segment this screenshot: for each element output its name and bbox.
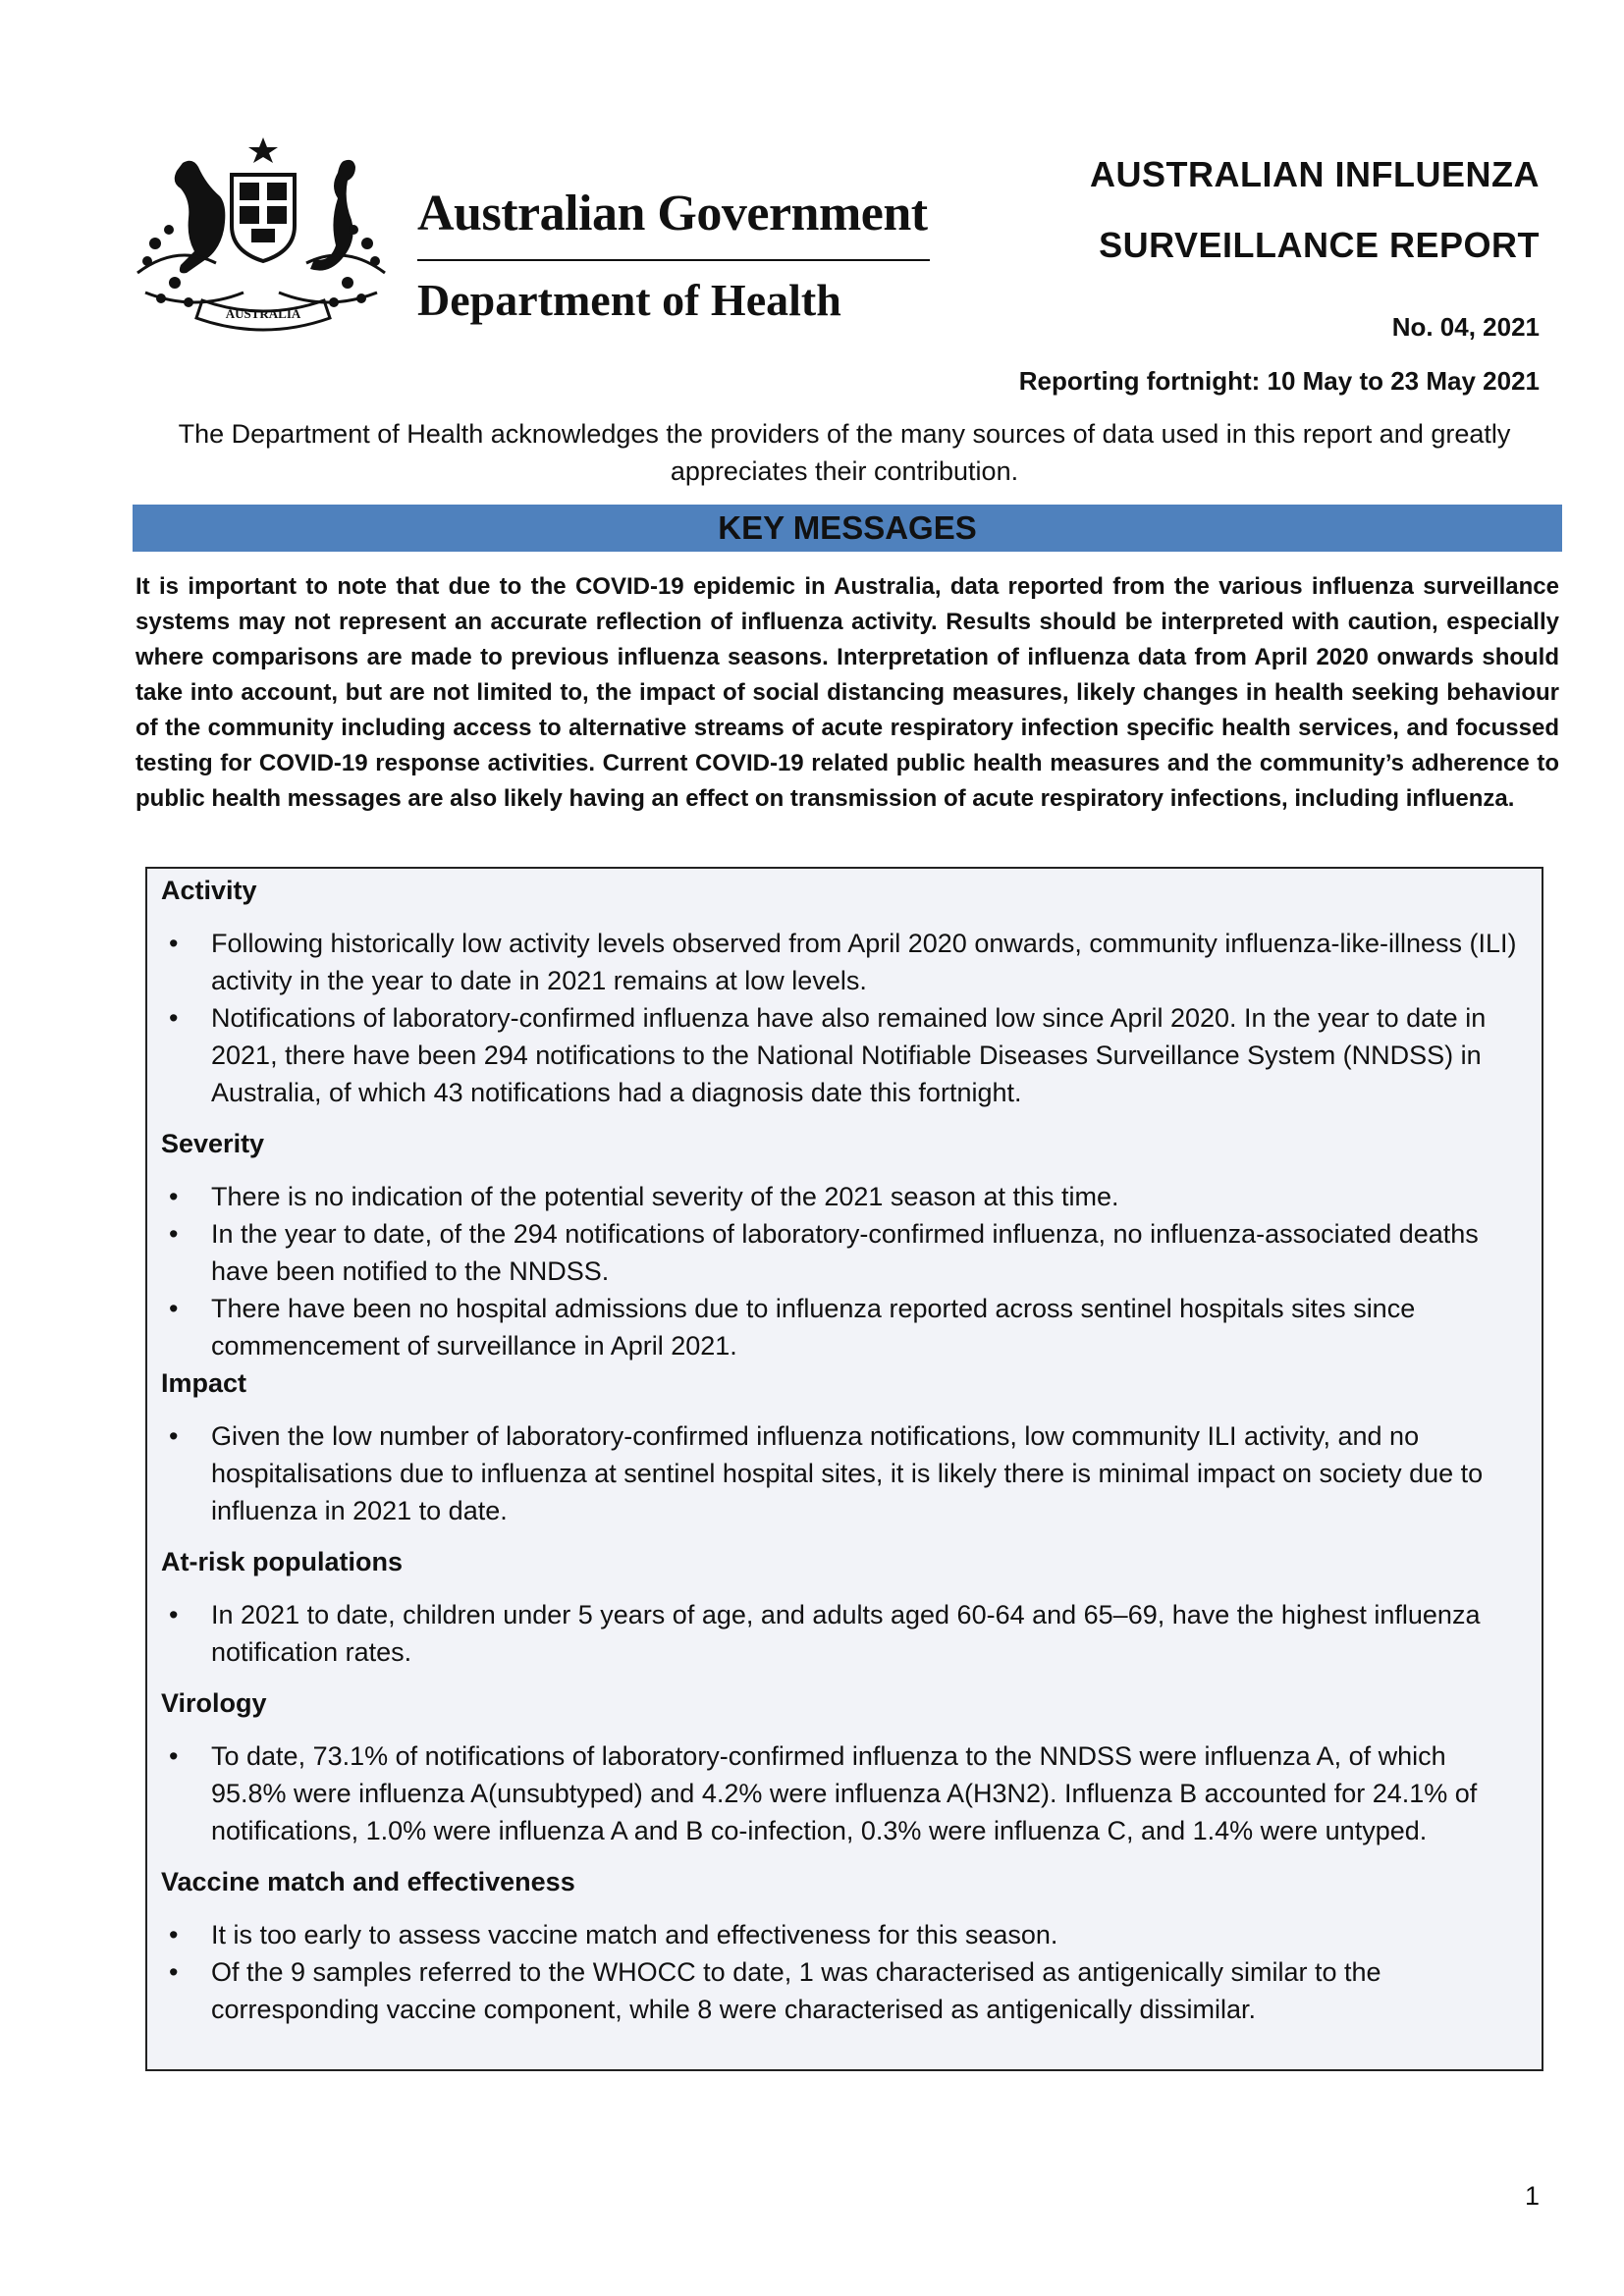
agency-name (417, 187, 938, 326)
key-messages-banner: KEY MESSAGES (133, 505, 1562, 552)
section-heading-impact: Impact (161, 1368, 247, 1398)
bullet-icon: • (169, 1294, 179, 1323)
list-item: • In the year to date, of the 294 notifications of laboratory-confirmed influenza, no influenza-associated deaths have been notified to the NNDSS. (161, 1215, 1518, 1290)
list-item: • Notifications of laboratory-confirmed influenza have also remained low since April 2020. In the year to date in 2021, there have been 294 notifications to the National Notifiable Diseases Surveillance System (NNDSS) in Australia, of which 43 notifications had a diagnosis date this fortnight. (161, 999, 1518, 1111)
report-title-line1: AUSTRALIAN INFLUENZA (1090, 154, 1540, 194)
bullet-icon: • (169, 1741, 179, 1771)
vaccine-list (161, 1916, 1518, 2028)
section-heading-virology: Virology (161, 1688, 267, 1718)
agency-line-department: Department of Health (417, 275, 841, 325)
acknowledgement-text: The Department of Health acknowledges the providers of the many sources of data used in this report and greatly appreciates their contribution. (178, 419, 1511, 486)
virology-list (161, 1737, 1518, 1849)
report-title-line2: SURVEILLANCE REPORT (1099, 225, 1540, 265)
bullet-icon: • (169, 1003, 179, 1033)
bullet-icon: • (169, 1957, 179, 1987)
severity-list (161, 1178, 1518, 1364)
bullet-icon: • (169, 1219, 179, 1249)
list-item: • Given the low number of laboratory-confirmed influenza notifications, low community ILI activity, and no hospitalisations due to influenza at sentinel hospital sites, it is likely there is minimal impact on society due to influenza in 2021 to date. (161, 1417, 1518, 1529)
bullet-icon: • (169, 1920, 179, 1949)
important-note: It is important to note that due to the COVID-19 epidemic in Australia, data reported from the various influenza surveillance systems may not represent an accurate reflection of influenza activity. Results should be interpreted with caution, especially where comparisons are made to previous influenza seasons. Interpretation of influenza data from April 2020 onwards should take into account, but are not limited to, the impact of social distancing measures, likely changes in health seeking behaviour of the community including access to alternative streams of acute respiratory infection specific health services, and focussed testing for COVID-19 response activities. Current COVID-19 related public health measures and the community’s adherence to public health messages are also likely having an effect on transmission of acute respiratory infections, including influenza. (135, 573, 1559, 812)
bullet-icon: • (169, 1182, 179, 1211)
section-heading-severity: Severity (161, 1129, 265, 1158)
list-item: • Of the 9 samples referred to the WHOCC to date, 1 was characterised as antigenically similar to the corresponding vaccine component, while 8 were characterised as antigenically dissimilar. (161, 1953, 1518, 2028)
section-heading-at-risk: At-risk populations (161, 1547, 404, 1576)
issue-number: No. 04, 2021 (1391, 312, 1540, 342)
agency-line-government: Australian Government (417, 186, 928, 241)
reporting-fortnight: Reporting fortnight: 10 May to 23 May 2021 (1018, 366, 1540, 396)
bullet-icon: • (169, 1600, 179, 1629)
section-heading-activity: Activity (161, 876, 257, 905)
activity-list (161, 925, 1518, 1111)
page-number: 1 (1524, 2181, 1540, 2211)
list-item: • In 2021 to date, children under 5 years of age, and adults aged 60-64 and 65–69, have the highest influenza notification rates. (161, 1596, 1518, 1671)
list-item: • It is too early to assess vaccine match and effectiveness for this season. (161, 1916, 1518, 1953)
list-item: • To date, 73.1% of notifications of laboratory-confirmed influenza to the NNDSS were influenza A, of which 95.8% were influenza A(unsubtyped) and 4.2% were influenza A(H3N2). Influenza B accounted for 24.1% of notifications, 1.0% were influenza A and B co-infection, 0.3% were influenza C, and 1.4% were untyped. (161, 1737, 1518, 1849)
bullet-icon: • (169, 1421, 179, 1451)
crest-scroll-text: AUSTRALIA (225, 306, 301, 321)
agency-divider (417, 259, 930, 261)
section-heading-vaccine: Vaccine match and effectiveness (161, 1867, 575, 1896)
report-title (1090, 139, 1540, 281)
key-messages-box (145, 867, 1543, 2071)
at-risk-list (161, 1596, 1518, 1671)
list-item: • There have been no hospital admissions due to influenza reported across sentinel hospitals sites since commencement of surveillance in April 2021. (161, 1290, 1518, 1364)
impact-list (161, 1417, 1518, 1529)
coat-of-arms-logo (126, 135, 397, 342)
bullet-icon: • (169, 929, 179, 958)
list-item: • There is no indication of the potential severity of the 2021 season at this time. (161, 1178, 1518, 1215)
list-item: • Following historically low activity levels observed from April 2020 onwards, community influenza-like-illness (ILI) activity in the year to date in 2021 remains at low levels. (161, 925, 1518, 999)
